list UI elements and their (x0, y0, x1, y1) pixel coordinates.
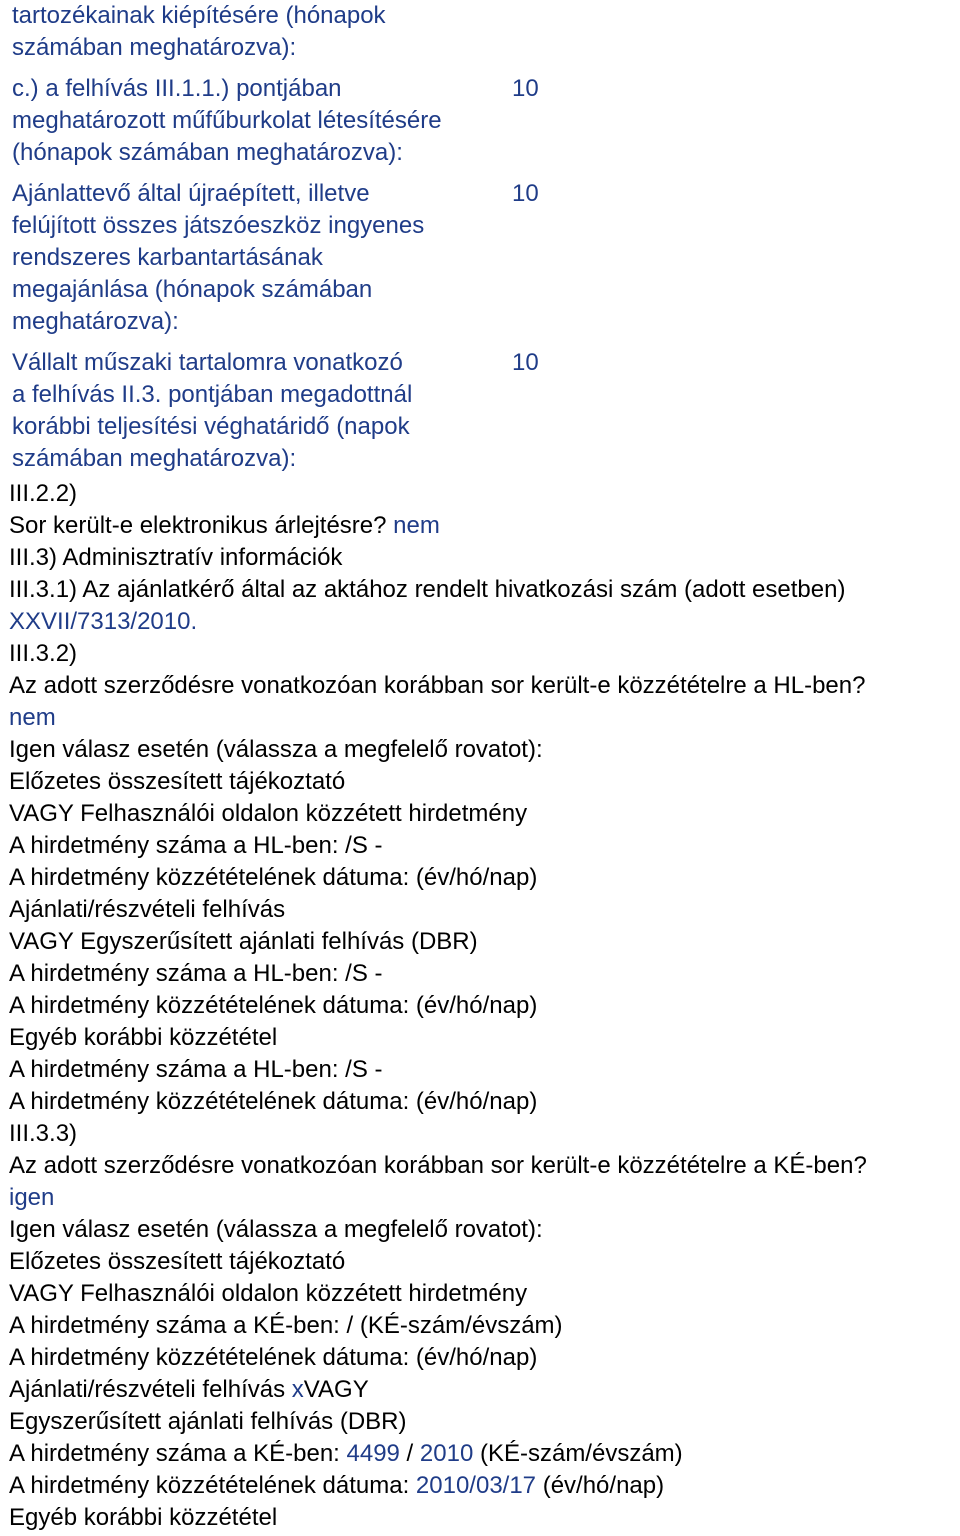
section-heading-3-3: III.3) Adminisztratív információk (9, 544, 343, 571)
ke-notice-date-label: A hirdetmény közzétételének dátuma: (9, 1472, 416, 1499)
section-heading-3-3-1: III.3.1) Az ajánlatkérő által az aktához rendelt hivatkozási szám (adott esetben) (9, 576, 846, 603)
criterion-f-line-2: a felhívás II.3. pontjában megadottnál (12, 381, 413, 408)
hl-line: VAGY Felhasználói oldalon közzétett hirdetmény (9, 800, 528, 827)
ke-answer: igen (9, 1184, 55, 1211)
criterion-d-weight: 10 (512, 75, 539, 102)
section-heading-3-3-3: III.3.3) (9, 1120, 78, 1147)
ke-notice-number: 4499 (346, 1440, 400, 1467)
ke-call-label: Ajánlati/részvételi felhívás (9, 1376, 292, 1403)
hl-question: Az adott szerződésre vonatkozóan korábban sor került-e közzétételre a HL-ben? (9, 672, 866, 699)
ke-line: A hirdetmény száma a KÉ-ben: / (KÉ-szám/évszám) (9, 1312, 563, 1339)
ke-call-checkmark: x (291, 1376, 304, 1403)
ke-notice-sep: / (399, 1440, 420, 1467)
ke-line: VAGY Felhasználói oldalon közzétett hirdetmény (9, 1280, 528, 1307)
ke-call-row (9, 1374, 369, 1406)
criterion-e-line-3: rendszeres karbantartásának (12, 244, 323, 271)
criterion-c-line-2: számában meghatározva): (12, 34, 297, 61)
hl-answer: nem (9, 704, 56, 731)
hl-line: Ajánlati/részvételi felhívás (9, 896, 286, 923)
criterion-e-line-2: felújított összes játszóeszköz ingyenes (12, 212, 425, 239)
ke-notice-date-suffix: (év/hó/nap) (536, 1472, 665, 1499)
reference-number: XXVII/7313/2010. (9, 608, 198, 635)
hl-line: A hirdetmény közzétételének dátuma: (év/hó/nap) (9, 864, 538, 891)
ke-line: A hirdetmény közzétételének dátuma: (év/hó/nap) (9, 1344, 538, 1371)
hl-line: Igen válasz esetén (válassza a megfelelő rovatot): (9, 736, 543, 763)
ke-line: Igen válasz esetén (válassza a megfelelő rovatot): (9, 1216, 543, 1243)
auction-answer: nem (393, 512, 440, 539)
section-heading-3-2-2: III.2.2) (9, 480, 78, 507)
ke-line: Előzetes összesített tájékoztató (9, 1248, 346, 1275)
ke-notice-number-label: A hirdetmény száma a KÉ-ben: (9, 1440, 347, 1467)
criterion-d-line-2: meghatározott műfűburkolat létesítésére (12, 107, 442, 134)
hl-line: Egyéb korábbi közzététel (9, 1024, 278, 1051)
criterion-f-line-4: számában meghatározva): (12, 445, 297, 472)
criterion-e-line-5: meghatározva): (12, 308, 179, 335)
criterion-e-line-1: Ajánlattevő által újraépített, illetve (12, 180, 370, 207)
section-heading-3-3-2: III.3.2) (9, 640, 78, 667)
ke-notice-number-suffix: (KÉ-szám/évszám) (473, 1440, 683, 1467)
ke-other-publication: Egyéb korábbi közzététel (9, 1504, 278, 1531)
ke-notice-year: 2010 (419, 1440, 474, 1467)
ke-call-vagy: VAGY (303, 1376, 369, 1403)
auction-question: Sor került-e elektronikus árlejtésre? (9, 512, 387, 539)
criterion-f-weight: 10 (512, 349, 539, 376)
ke-question: Az adott szerződésre vonatkozóan korábban sor került-e közzétételre a KÉ-ben? (9, 1152, 867, 1179)
criterion-c-line-1: tartozékainak kiépítésére (hónapok (12, 2, 386, 29)
hl-line: A hirdetmény száma a HL-ben: /S - (9, 832, 383, 859)
criterion-d-line-3: (hónapok számában meghatározva): (12, 139, 403, 166)
hl-line: A hirdetmény száma a HL-ben: /S - (9, 1056, 383, 1083)
hl-line: A hirdetmény száma a HL-ben: /S - (9, 960, 383, 987)
ke-dbr: Egyszerűsített ajánlati felhívás (DBR) (9, 1408, 407, 1435)
criterion-d-line-1: c.) a felhívás III.1.1.) pontjában (12, 75, 342, 102)
hl-line: A hirdetmény közzétételének dátuma: (év/hó/nap) (9, 1088, 538, 1115)
criterion-f-line-1: Vállalt műszaki tartalomra vonatkozó (12, 349, 403, 376)
ke-notice-date-row (9, 1470, 664, 1502)
criterion-e-weight: 10 (512, 180, 539, 207)
hl-line: Előzetes összesített tájékoztató (9, 768, 346, 795)
criterion-e-line-4: megajánlása (hónapok számában (12, 276, 373, 303)
auction-question-row (9, 510, 440, 542)
hl-line: VAGY Egyszerűsített ajánlati felhívás (DBR) (9, 928, 478, 955)
ke-notice-date: 2010/03/17 (415, 1472, 537, 1499)
ke-notice-number-row (9, 1438, 683, 1470)
hl-line: A hirdetmény közzétételének dátuma: (év/hó/nap) (9, 992, 538, 1019)
criterion-f-line-3: korábbi teljesítési véghatáridő (napok (12, 413, 410, 440)
